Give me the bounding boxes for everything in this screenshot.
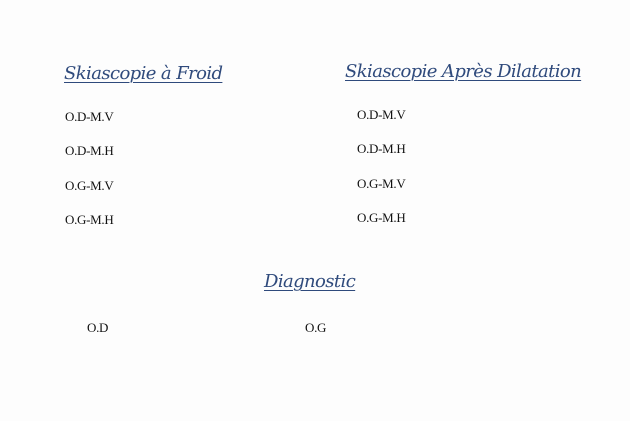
diagnostic-heading: Diagnostic	[264, 271, 356, 292]
dilated-od-mv-label: O.D-M.V	[357, 107, 406, 122]
dilated-og-mv-label: O.G-M.V	[357, 176, 406, 191]
cold-og-mv-label: O.G-M.V	[65, 178, 114, 193]
cold-og-mh-label: O.G-M.H	[65, 212, 114, 227]
dilated-od-mh-label: O.D-M.H	[357, 141, 406, 156]
cold-od-mh-label: O.D-M.H	[65, 143, 114, 158]
dilated-skiascopy-heading: Skiascopie Après Dilatation	[345, 61, 582, 82]
dilated-og-mh-label: O.G-M.H	[357, 210, 406, 225]
diagnostic-od-label: O.D	[87, 320, 109, 335]
cold-od-mv-label: O.D-M.V	[65, 109, 114, 124]
cold-skiascopy-heading: Skiascopie à Froid	[64, 63, 223, 84]
diagnostic-og-label: O.G	[305, 320, 327, 335]
